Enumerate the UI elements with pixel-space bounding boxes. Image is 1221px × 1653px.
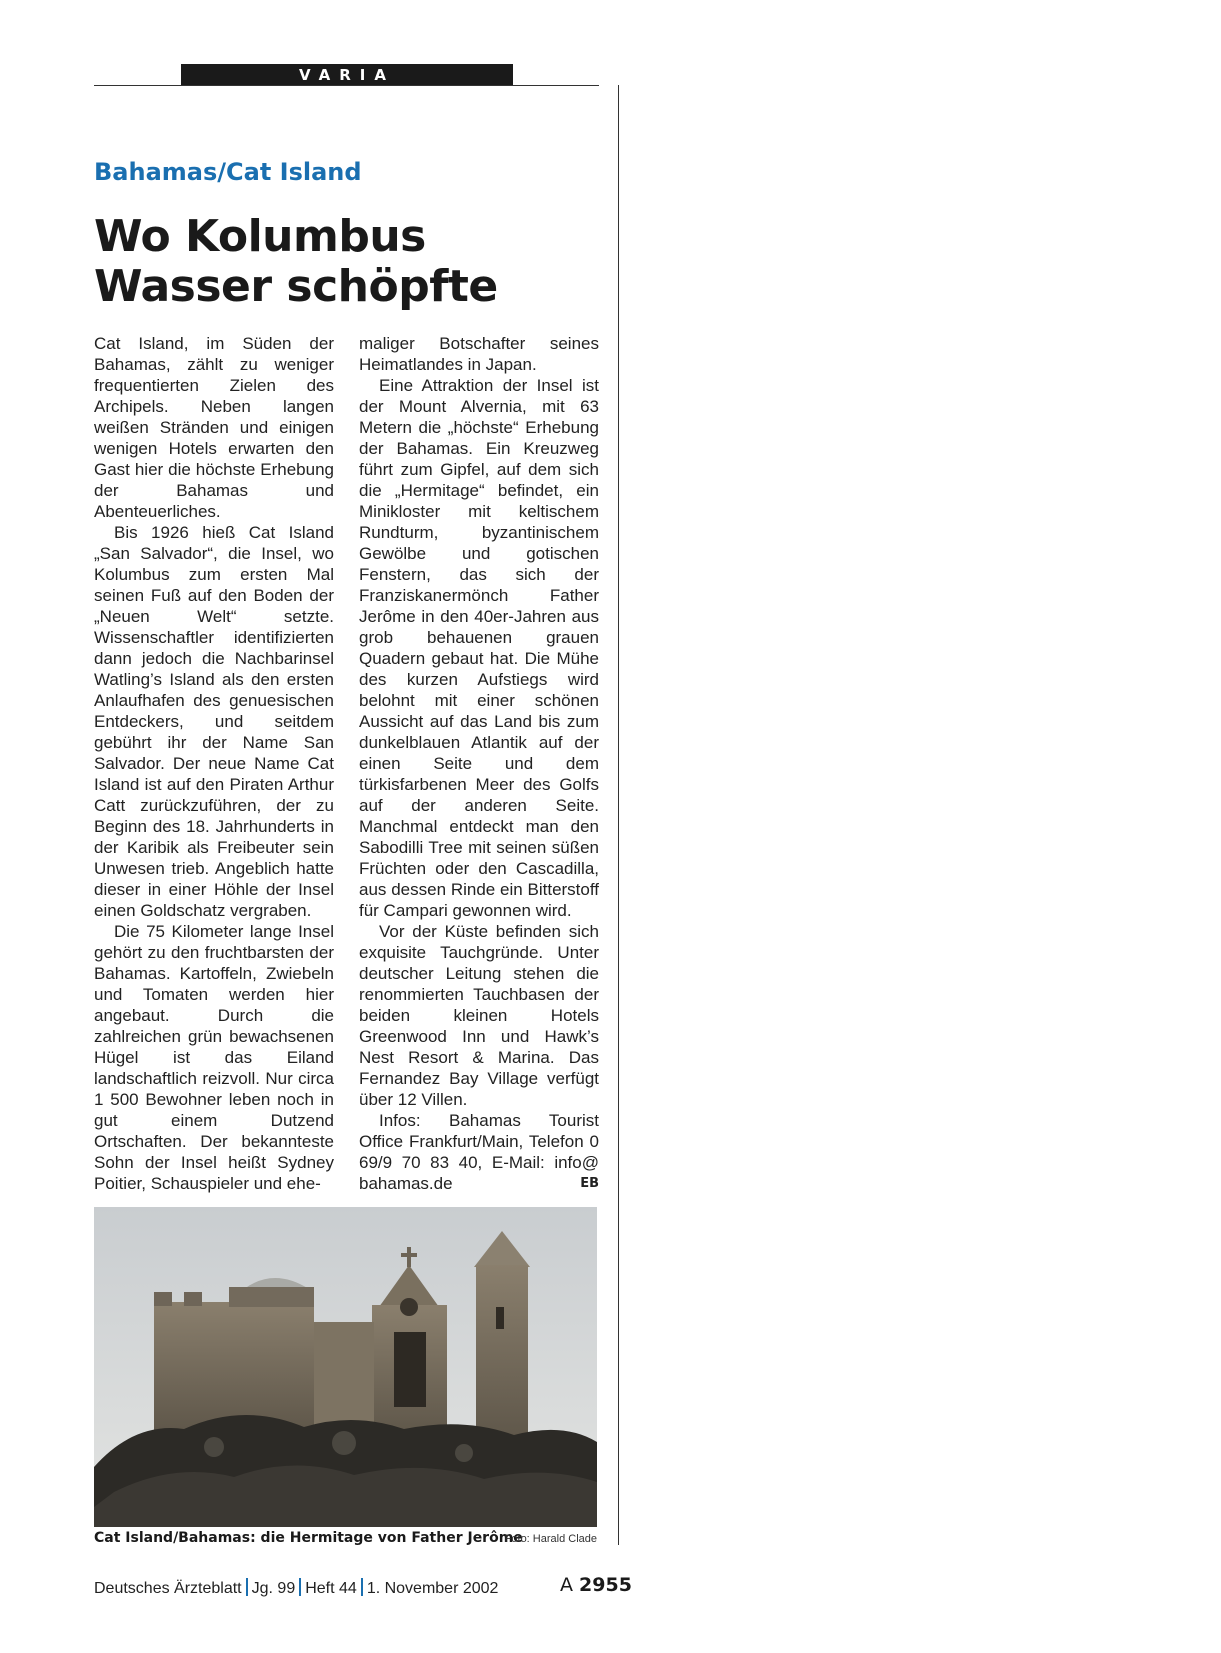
page-digits: 2955 xyxy=(579,1574,632,1596)
paragraph: Bis 1926 hieß Cat Island „San Salvador“, die Insel, wo Kolumbus zum ersten Mal seinen Fuß auf den Boden der „Neuen Welt“ setzte. Wissenschaftler identifizierten dann jedoch die Nachbarinsel Watling’s Island als den ersten Anlaufhafen des genuesischen Entdeckers, und seitdem gebührt ihr der Name San Salvador. Der neue Name Cat Island ist auf den Piraten Arthur Catt zurückzuführen, der zu Beginn des 18. Jahrhunderts in der Karibik als Freibeuter sein Unwesen trieb. Angeblich hatte dieser in einer Höhle der Insel einen Goldschatz vergraben. xyxy=(94,523,334,920)
article-column-left xyxy=(94,333,334,1194)
paragraph: Die 75 Kilometer lange Insel gehört zu den fruchtbarsten der Bahamas. Kartoffeln, Zwiebeln und Tomaten werden hier angebaut. Durch die zahlreichen grün bewachsenen Hügel ist das Eiland landschaftlich reizvoll. Nur circa 1 500 Bewohner leben noch in gut einem Dutzend Ortschaften. Der bekannteste Sohn der Insel heißt Sydney Poitier, Schauspieler und ehe- xyxy=(94,922,334,1193)
footer xyxy=(94,1578,498,1598)
page-prefix: A xyxy=(560,1574,573,1596)
author-initials: EB xyxy=(580,1176,599,1191)
paragraph: maliger Botschafter seines Heimatlandes in Japan. xyxy=(359,334,599,374)
volume: Jg. 99 xyxy=(251,1580,296,1597)
paragraph: Vor der Küste befinden sich exquisite Tauchgründe. Unter deutscher Leitung stehen die renommierten Tauchbasen der beiden kleinen Hotels Greenwood Inn und Hawk’s Nest Resort & Marina. Das Fernandez Bay Village verfügt über 12 Villen. xyxy=(359,922,599,1109)
article-headline: Wo Kolumbus Wasser schöpfte xyxy=(94,211,498,312)
hermitage-photo xyxy=(94,1207,597,1527)
photo-credit: Foto: Harald Clade xyxy=(504,1533,597,1545)
footer-separator xyxy=(361,1578,363,1596)
photo-caption: Cat Island/Bahamas: die Hermitage von Father Jerôme xyxy=(94,1530,523,1546)
page-number xyxy=(560,1574,632,1596)
paragraph: Cat Island, im Süden der Bahamas, zählt zu weniger frequentierten Zielen des Archipels. Neben langen weißen Stränden und einigen wenigen Hotels erwarten den Gast hier die höchste Erhebung der Bahamas und Abenteuerliches. xyxy=(94,334,334,521)
info-text: Infos: Bahamas Tourist Office Frankfurt/Main, Telefon 0 69/9 70 83 40, E-Mail: info@ bahamas.de xyxy=(359,1111,599,1193)
issue-date: 1. November 2002 xyxy=(366,1580,499,1597)
issue: Heft 44 xyxy=(305,1580,357,1597)
article-kicker: Bahamas/Cat Island xyxy=(94,158,362,186)
article-column-right xyxy=(359,333,599,1194)
column-rule xyxy=(618,85,619,1545)
footer-separator xyxy=(246,1578,248,1596)
footer-separator xyxy=(299,1578,301,1596)
paragraph: Eine Attraktion der Insel ist der Mount Alvernia, mit 63 Metern die „höchste“ Erhebung der Bahamas. Ein Kreuzweg führt zum Gipfel, auf dem sich die „Hermitage“ befindet, ein Minikloster mit keltischem Rundturm, byzantinischem Gewölbe und gotischen Fenstern, das sich der Franziskanermönch Father Jerôme in den 40er-Jahren aus grob behauenen grauen Quadern gebaut hat. Die Mühe des kurzen Aufstiegs wird belohnt mit einer schönen Aussicht auf das Land bis zum dunkelblauen Atlantik auf der einen Seite und dem türkisfarbenen Meer des Golfs auf der anderen Seite. Manchmal entdeckt man den Sabodilli Tree mit seinen süßen Früchten oder den Cascadilla, aus dessen Rinde ein Bitterstoff für Campari gewonnen wird. xyxy=(359,376,599,920)
top-rule xyxy=(94,85,599,86)
journal-name: Deutsches Ärzteblatt xyxy=(94,1580,242,1597)
section-label: VARIA xyxy=(181,64,513,86)
paragraph xyxy=(359,1110,599,1194)
